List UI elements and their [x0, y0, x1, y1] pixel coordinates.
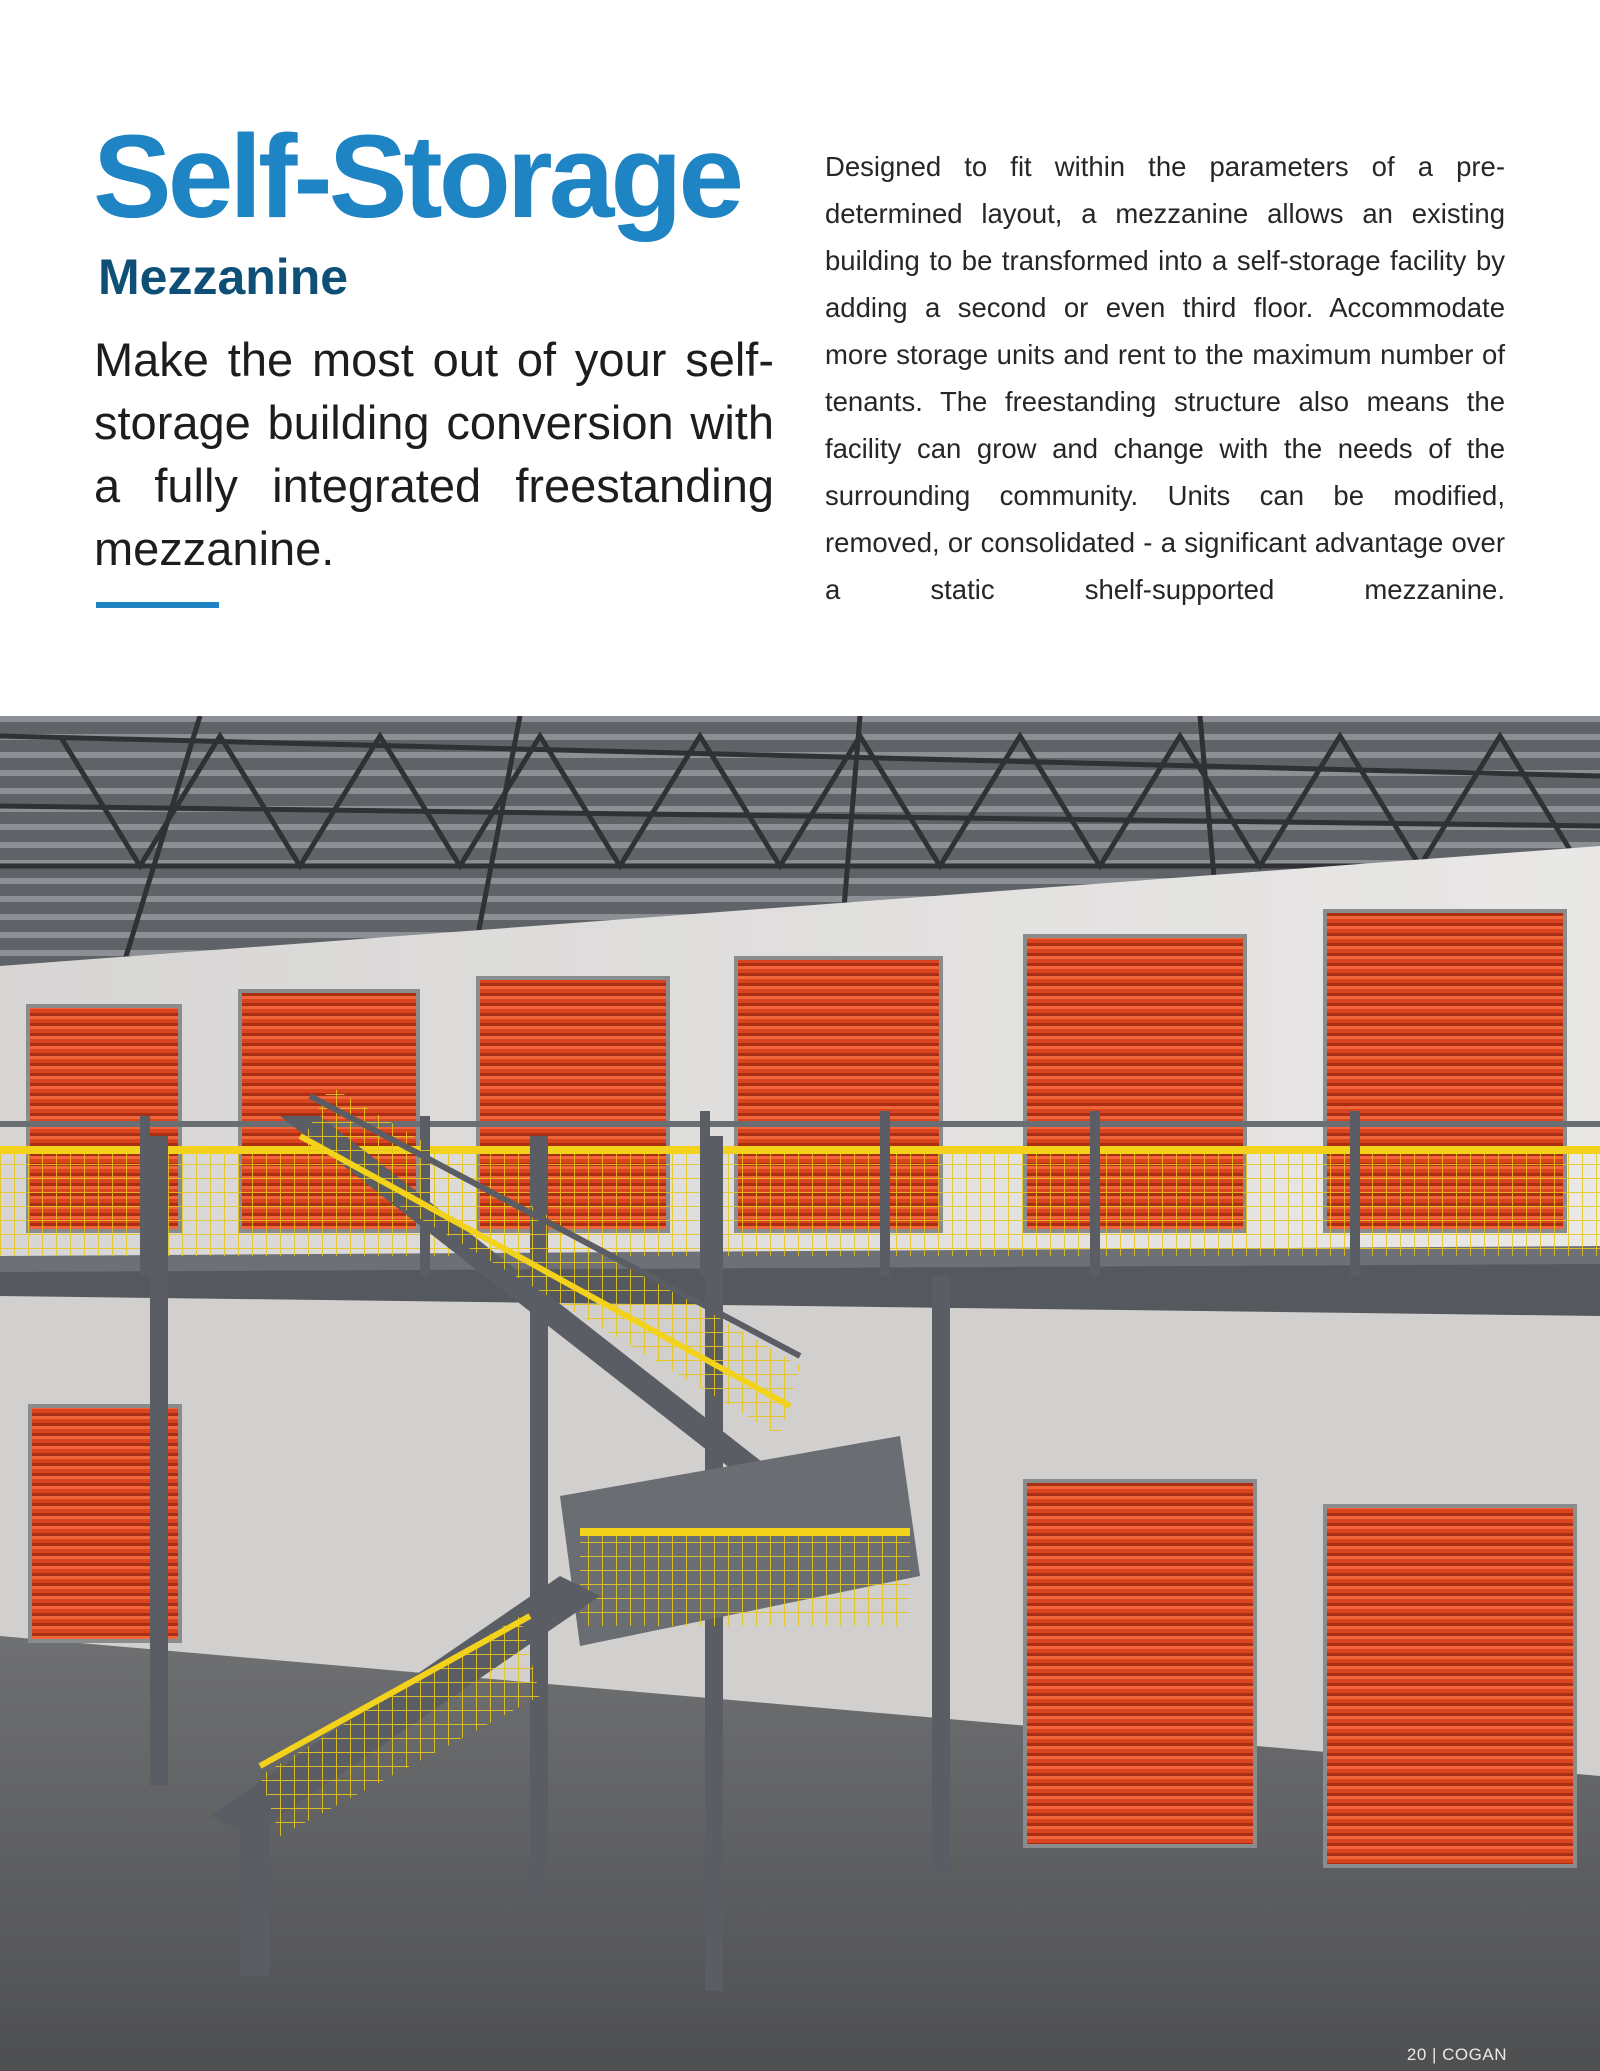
- page-subtitle: Mezzanine: [98, 249, 349, 305]
- body-paragraph: Designed to fit within the parameters of a pre-determined layout, a mezzanine allows an existing building to be transformed into a self-storage facility by adding a second or even third floor. Accommodate more storage units and rent to the maximum number of tenants. The freestanding structure also means the facility can grow and change with the needs of the surrounding community. Units can be modified, removed, or consolidated - a significant advantage over a static shelf-supported mezzanine.: [825, 151, 1505, 605]
- lead-paragraph: Make the most out of your self-storage building conversion with a fully integrated freestanding mezzanine.: [94, 333, 774, 575]
- accent-rule: [96, 602, 219, 608]
- self-storage-mezzanine-photo: [0, 716, 1600, 2071]
- page-title: Self-Storage: [93, 111, 741, 243]
- page-footer: 20 | COGAN: [1406, 2045, 1507, 2064]
